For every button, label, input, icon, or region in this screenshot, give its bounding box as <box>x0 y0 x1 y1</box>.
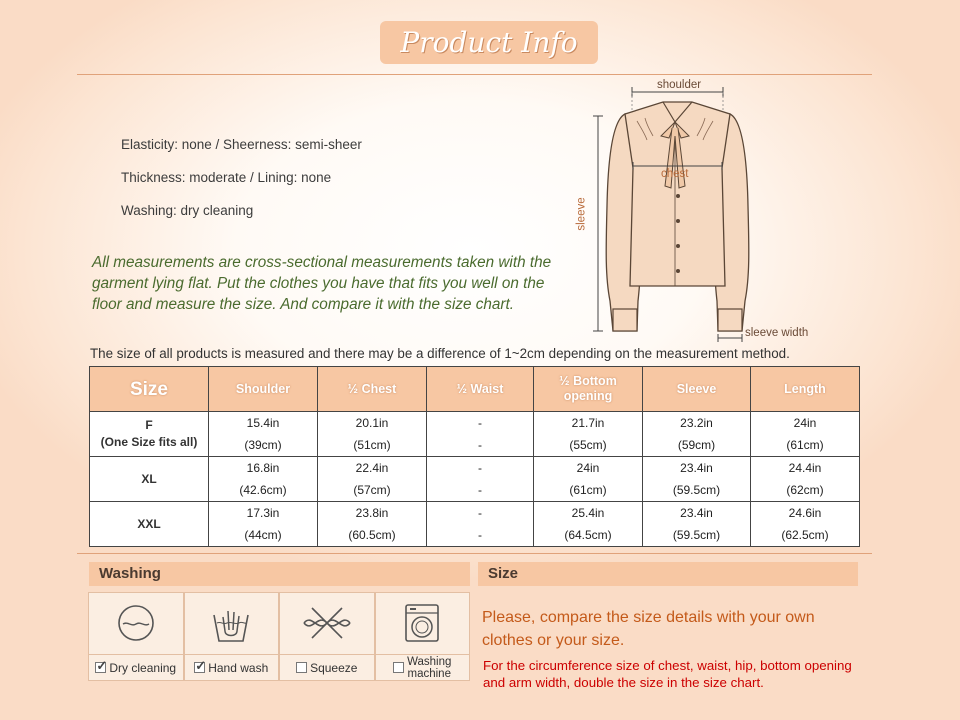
value-inches: 15.4in <box>246 416 280 430</box>
value-inches: 22.4in <box>355 461 389 475</box>
dry-cleaning-label: Dry cleaning <box>109 660 177 675</box>
wash-option-washing-machine <box>375 592 471 681</box>
value-inches: 21.7in <box>571 416 605 430</box>
value-inches: 23.8in <box>355 506 389 520</box>
top-divider <box>77 74 872 75</box>
value-inches: 17.3in <box>246 506 280 520</box>
value-cm: (44cm) <box>244 528 282 542</box>
value-inches: - <box>478 416 482 430</box>
value-inches: 23.2in <box>680 416 713 430</box>
table-cell <box>751 502 860 547</box>
value-cm: (59.5cm) <box>672 483 721 497</box>
table-cell <box>643 412 751 457</box>
value-inches: 23.4in <box>680 506 713 520</box>
blouse-diagram <box>575 76 835 344</box>
size-cell <box>90 457 209 502</box>
property-elasticity: Elasticity: none / Sheerness: semi-sheer <box>121 137 362 152</box>
table-cell <box>643 502 751 547</box>
value-cm: (61cm) <box>786 438 824 452</box>
size-value: XXL <box>137 516 161 531</box>
page-title: Product Info <box>380 21 598 64</box>
col-header-chest: ½ Chest <box>318 367 427 412</box>
wash-option-dry-cleaning <box>88 592 184 681</box>
col-header-size: Size <box>90 367 209 412</box>
table-cell <box>209 412 318 457</box>
col-header-sleeve: Sleeve <box>643 367 751 412</box>
value-inches: 23.4in <box>680 461 713 475</box>
squeeze-label: Squeeze <box>310 660 358 675</box>
table-cell <box>534 457 643 502</box>
table-cell <box>534 502 643 547</box>
value-inches: 25.4in <box>571 506 605 520</box>
fabric-properties <box>121 137 362 236</box>
value-cm: (55cm) <box>569 438 607 452</box>
value-cm: (51cm) <box>353 438 391 452</box>
table-cell <box>534 412 643 457</box>
value-cm: (42.6cm) <box>239 483 287 497</box>
table-cell <box>427 502 534 547</box>
table-row <box>90 502 860 547</box>
washing-instructions <box>88 592 470 681</box>
no-wring-icon <box>300 603 354 643</box>
value-cm: (62cm) <box>786 483 824 497</box>
col-header-shoulder: Shoulder <box>209 367 318 412</box>
value-cm: (57cm) <box>353 483 391 497</box>
washing-machine-checkbox[interactable] <box>393 662 404 673</box>
measurement-disclaimer: The size of all products is measured and there may be a difference of 1~2cm depending on the measurement method. <box>90 346 790 361</box>
value-cm: - <box>478 483 482 497</box>
washing-machine-icon <box>400 601 444 645</box>
value-cm: - <box>478 528 482 542</box>
table-cell <box>427 457 534 502</box>
col-header-length: Length <box>751 367 860 412</box>
table-cell <box>209 457 318 502</box>
table-cell <box>751 457 860 502</box>
size-subtitle: (One Size fits all) <box>100 435 198 449</box>
value-cm: (61cm) <box>569 483 607 497</box>
size-heading: Size <box>478 562 858 586</box>
bottom-divider <box>77 553 872 554</box>
table-cell <box>318 457 427 502</box>
size-cell <box>90 502 209 547</box>
washing-machine-label-2: machine <box>407 667 451 680</box>
value-cm: (60.5cm) <box>348 528 396 542</box>
value-inches: 24.6in <box>788 506 822 520</box>
value-cm: (62.5cm) <box>781 528 829 542</box>
blouse-illustration <box>575 76 835 344</box>
property-washing: Washing: dry cleaning <box>121 203 254 218</box>
squeeze-checkbox[interactable] <box>296 662 307 673</box>
value-inches: 24.4in <box>788 461 822 475</box>
value-inches: 24in <box>793 416 817 430</box>
hand-wash-checkbox[interactable] <box>194 662 205 673</box>
size-value: F <box>145 418 153 432</box>
table-cell <box>751 412 860 457</box>
value-cm: (59cm) <box>677 438 716 452</box>
value-inches: 24in <box>576 461 600 475</box>
washing-heading: Washing <box>89 562 470 586</box>
size-value: XL <box>141 471 157 486</box>
col-header-waist: ½ Waist <box>427 367 534 412</box>
table-cell <box>318 412 427 457</box>
value-cm: (64.5cm) <box>564 528 612 542</box>
size-chart-table <box>89 366 860 547</box>
property-thickness: Thickness: moderate / Lining: none <box>121 170 332 185</box>
bottom-opening-header-text: ½ Bottom opening <box>559 374 617 403</box>
table-cell <box>209 502 318 547</box>
table-row <box>90 412 860 457</box>
chest-label: chest <box>661 168 689 180</box>
table-cell <box>427 412 534 457</box>
table-header-row <box>90 367 860 412</box>
washing-machine-label-1: Washing <box>407 655 452 668</box>
table-cell <box>318 502 427 547</box>
value-inches: - <box>478 461 482 475</box>
table-cell <box>643 457 751 502</box>
measurement-instructions: All measurements are cross-sectional measurements taken with the garment lying flat. Put the clothes you have that fits you well on the floor and measure the size. And compare it with the size chart. <box>92 254 552 313</box>
dry-clean-icon <box>114 601 158 645</box>
value-inches: - <box>478 506 482 520</box>
sleeve-label: sleeve <box>575 197 588 231</box>
wash-option-squeeze <box>279 592 375 681</box>
sleeve-width-label: sleeve width <box>745 327 809 339</box>
value-cm: (39cm) <box>244 438 282 452</box>
value-cm: - <box>478 438 482 452</box>
value-cm: (59.5cm) <box>672 528 721 542</box>
dry-cleaning-checkbox[interactable] <box>95 662 106 673</box>
size-compare-note: Please, compare the size details with your own clothes or your size. <box>482 609 815 649</box>
circumference-note: For the circumference size of chest, waist, hip, bottom opening and arm width, double the size in the size chart. <box>483 658 852 690</box>
wash-option-hand-wash <box>184 592 280 681</box>
shoulder-label: shoulder <box>657 79 702 91</box>
table-row <box>90 457 860 502</box>
value-inches: 16.8in <box>246 461 280 475</box>
hand-wash-label: Hand wash <box>208 660 269 675</box>
size-cell <box>90 412 209 457</box>
col-header-bottom-opening <box>534 367 643 412</box>
hand-wash-icon <box>209 601 253 645</box>
value-inches: 20.1in <box>355 416 389 430</box>
